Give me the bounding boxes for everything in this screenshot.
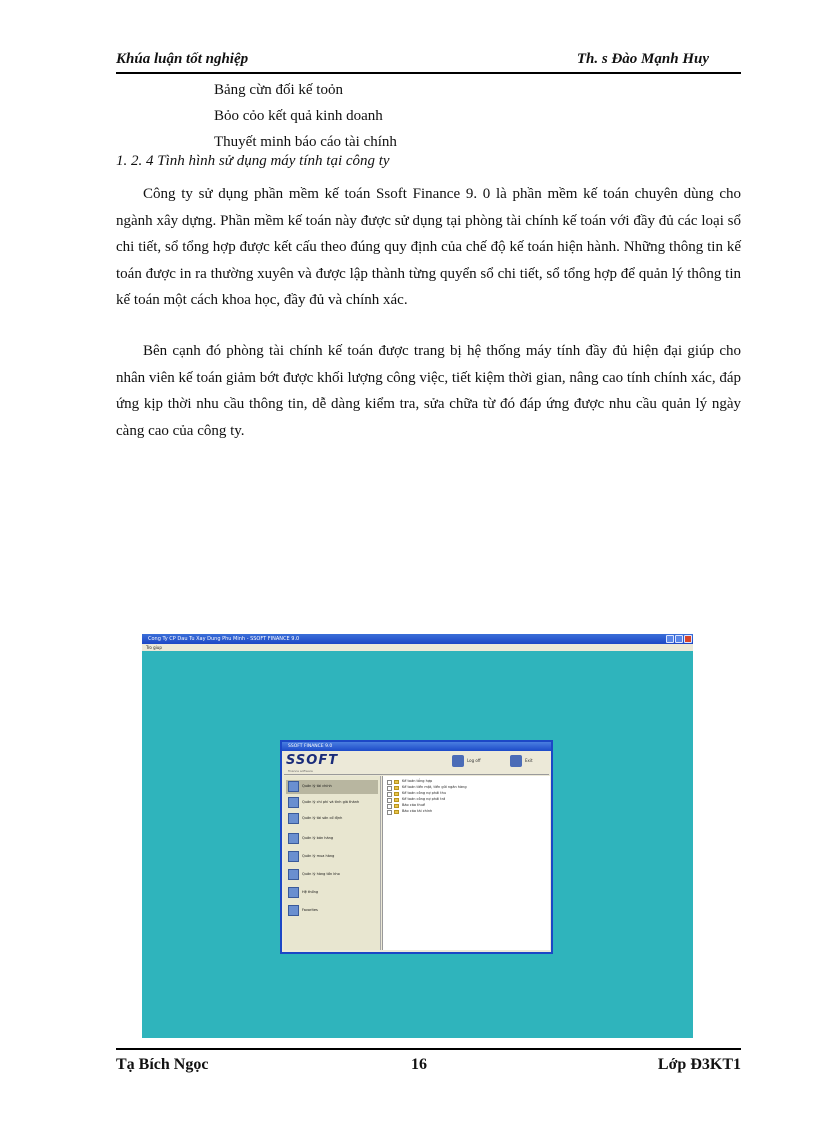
module-icon: [288, 833, 299, 844]
module-icon: [288, 887, 299, 898]
tree-node-label: Kế toán công nợ phải trả: [402, 797, 446, 801]
footer-page-number: 16: [411, 1056, 427, 1073]
nav-item: [286, 796, 378, 810]
nav-item: [286, 868, 378, 882]
folder-icon: [394, 804, 399, 808]
ssoft-logo-subtitle: finance software: [288, 769, 313, 773]
expand-icon: [387, 810, 392, 815]
menu-help: Tro giup: [146, 645, 162, 650]
footer-class: Lớp Đ3KT1: [657, 1056, 741, 1073]
footer-author: Tạ Bích Ngọc: [116, 1056, 209, 1073]
tree-node-label: Báo cáo thuế: [402, 803, 426, 807]
module-icon: [288, 869, 299, 880]
close-icon: [684, 635, 692, 643]
report-list: [214, 77, 397, 155]
module-icon: [288, 781, 299, 792]
folder-icon: [394, 786, 399, 790]
app-titlebar: [142, 634, 693, 644]
nav-item-label: Quản lý tài chính: [302, 784, 332, 788]
logoff-label: Log off: [467, 758, 481, 763]
header-thesis-title: Khúa luận tốt nghiệp: [116, 51, 249, 67]
dialog-titlebar: [282, 742, 551, 751]
paragraph-software: Công ty sử dụng phần mềm kế toán Ssoft Finance 9. 0 là phần mềm kế toán chuyên dùng cho ngành xây dựng. Phần mềm kế toán này được sử dụng tại phòng tài chính kế toán với đầy đủ các loại sổ chi tiết, sổ tổng hợp được kết cấu theo đúng quy định của chế độ kế toán hiện hành. Những thông tin kế toán được in ra thường xuyên và được lập thành từng quyển sổ chi tiết, sổ tổng hợp để quản lý thông tin kế toán một cách khoa học, đầy đủ và chính xác.: [116, 186, 741, 308]
tree-node-label: Báo cáo tài chính: [402, 809, 433, 813]
module-icon: [288, 797, 299, 808]
list-item: Thuyết minh báo cáo tài chính: [214, 134, 397, 150]
nav-item-label: Quản lý hàng tồn kho: [302, 872, 340, 876]
logoff-icon: [452, 755, 464, 767]
expand-icon: [387, 780, 392, 785]
page-footer: [116, 1048, 741, 1073]
expand-icon: [387, 786, 392, 791]
module-icon: [288, 905, 299, 916]
folder-icon: [394, 798, 399, 802]
function-tree: [382, 776, 550, 950]
nav-item: [286, 850, 378, 864]
exit-button: [510, 755, 550, 767]
header-supervisor: Th. s Đào Mạnh Huy: [576, 51, 709, 67]
nav-item: [286, 780, 378, 794]
exit-icon: [510, 755, 522, 767]
expand-icon: [387, 792, 392, 797]
nav-item-label: Quản lý chi phí và tính giá thành: [302, 800, 360, 804]
tree-node-label: Kế toán tiền mặt, tiền gửi ngân hàng: [402, 785, 467, 789]
folder-icon: [394, 792, 399, 796]
minimize-icon: [666, 635, 674, 643]
nav-item-label: Quản lý mua hàng: [302, 854, 335, 858]
folder-icon: [394, 780, 399, 784]
tree-node-label: Kế toán công nợ phải thu: [402, 791, 447, 795]
nav-item-label: Favorites: [302, 908, 318, 912]
nav-item: [286, 832, 378, 846]
logoff-button: [452, 755, 492, 767]
nav-item-label: Quản lý bán hàng: [302, 836, 334, 840]
ssoft-dialog: [280, 740, 553, 954]
app-menubar: [142, 644, 693, 651]
divider: [284, 774, 549, 775]
page-header: [116, 50, 741, 74]
tree-node-label: Kế toán tổng hợp: [402, 779, 433, 783]
nav-item: [286, 812, 378, 826]
dialog-title: SSOFT FINANCE 9.0: [288, 744, 333, 749]
nav-item: [286, 886, 378, 900]
nav-item-label: Quản lý tài sản cố định: [302, 816, 343, 820]
section-heading: 1. 2. 4 Tình hình sử dụng máy tính tại công ty: [116, 153, 390, 169]
maximize-icon: [675, 635, 683, 643]
nav-item-label: Hệ thống: [302, 890, 319, 894]
ssoft-logo: SSOFT: [286, 753, 339, 768]
software-screenshot: [142, 634, 693, 1038]
list-item: Bỏo cỏo kết quả kinh doanh: [214, 108, 383, 124]
expand-icon: [387, 798, 392, 803]
app-window-title: Cong Ty CP Dau Tu Xay Dung Phu Minh - SSOFT FINANCE 9.0: [148, 636, 300, 642]
folder-icon: [394, 810, 399, 814]
module-nav: [284, 776, 381, 950]
paragraph-equipment: Bên cạnh đó phòng tài chính kế toán được trang bị hệ thống máy tính đầy đủ hiện đại giúp cho nhân viên kế toán giảm bớt được khối lượng công việc, tiết kiệm thời gian, nâng cao tính chính xác, đáp ứng kịp thời nhu cầu thông tin, dễ dàng kiểm tra, sửa chữa từ đó đáp ứng được nhu cầu quản lý ngày càng cao của công ty.: [116, 343, 741, 439]
list-item: Bảng cừn đối kế toỏn: [214, 82, 343, 98]
nav-item: [286, 904, 378, 918]
expand-icon: [387, 804, 392, 809]
module-icon: [288, 813, 299, 824]
exit-label: Exit: [525, 758, 533, 763]
module-icon: [288, 851, 299, 862]
